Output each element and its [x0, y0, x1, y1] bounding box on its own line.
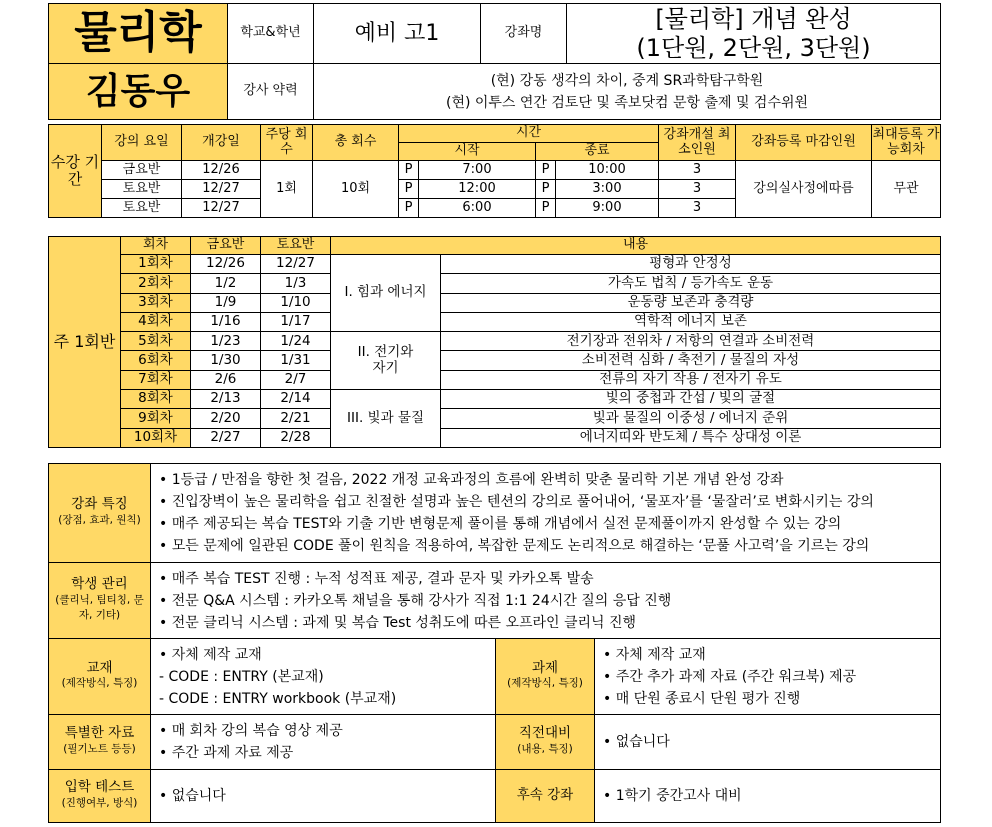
school-grade-value: 예비 고1	[314, 4, 481, 64]
col-min: 강좌개설 최소인원	[659, 125, 736, 161]
end-time: 3:00	[556, 180, 659, 199]
fri-date: 1/23	[191, 332, 261, 351]
start-ampm: P	[399, 161, 419, 180]
textbook-content	[151, 639, 496, 715]
session-number: 6회차	[121, 351, 191, 370]
session-number: 7회차	[121, 370, 191, 389]
end-ampm: P	[536, 180, 556, 199]
min-value: 3	[659, 199, 736, 218]
unit-1: I. 힘과 에너지	[331, 255, 441, 332]
schedule-row	[49, 274, 941, 293]
course-name-line1: [물리학] 개념 완성	[655, 4, 852, 33]
career-line1: (현) 강동 생각의 차이, 중계 SR과학탐구학원	[490, 72, 764, 89]
course-header-table	[48, 3, 941, 120]
max-value: 무관	[872, 161, 941, 218]
features-label-cell	[49, 464, 151, 563]
textbook-item: - CODE : ENTRY workbook (부교재)	[159, 690, 397, 707]
special-content	[151, 715, 496, 770]
entrance-label: 입학 테스트	[64, 779, 135, 796]
col-weekly: 주당 회수	[261, 125, 313, 161]
topic: 평형과 안정성	[441, 255, 941, 274]
follow-up-label-cell	[496, 770, 595, 823]
management-item: • 매주 복습 TEST 진행 : 누적 성적표 제공, 결과 문자 및 카카오톡 발송	[159, 570, 594, 587]
exam-prep-label: 직전대비	[518, 725, 572, 742]
course-name-line2: (1단원, 2단원, 3단원)	[636, 33, 871, 62]
management-label: 학생 관리	[71, 575, 128, 592]
fri-date: 1/9	[191, 293, 261, 312]
career-value	[314, 64, 941, 120]
session-number: 3회차	[121, 293, 191, 312]
homework-item: • 매 단원 종료시 단원 평가 진행	[603, 690, 801, 707]
career-label: 강사 약력	[228, 64, 314, 120]
col-max: 최대등록 가능회차	[872, 125, 941, 161]
period-date: 12/26	[182, 161, 261, 180]
features-item: • 매주 제공되는 복습 TEST와 기출 기반 변형문제 풀이를 통해 개념에서 실전 문제풀이까지 완성할 수 있는 강의	[159, 516, 842, 532]
entrance-sublabel: (진행여부, 방식)	[61, 796, 138, 809]
session-number: 1회차	[121, 255, 191, 274]
start-ampm: P	[399, 199, 419, 218]
sat-date: 2/7	[261, 370, 331, 389]
end-ampm: P	[536, 199, 556, 218]
sat-date: 2/21	[261, 409, 331, 428]
textbook-item: - CODE : ENTRY (본교재)	[159, 668, 324, 685]
col-session: 회차	[121, 237, 191, 255]
schedule-row	[49, 312, 941, 331]
topic: 운동량 보존과 충격량	[441, 293, 941, 312]
end-time: 9:00	[556, 199, 659, 218]
sat-date: 1/31	[261, 351, 331, 370]
col-sat: 토요반	[261, 237, 331, 255]
textbook-sublabel: (제작방식, 특징)	[61, 677, 138, 690]
fri-date: 2/20	[191, 409, 261, 428]
subject-title: 물리학	[49, 4, 228, 64]
schedule-row	[49, 351, 941, 370]
fri-date: 1/2	[191, 274, 261, 293]
homework-sublabel: (제작방식, 특징)	[507, 677, 583, 690]
topic: 빛의 중첩과 간섭 / 빛의 굴절	[441, 390, 941, 409]
textbook-label: 교재	[86, 659, 113, 676]
course-name-label: 강좌명	[481, 4, 567, 64]
teacher-name: 김동우	[49, 64, 228, 120]
management-content	[151, 563, 941, 639]
schedule-row	[49, 332, 941, 351]
sat-date: 12/27	[261, 255, 331, 274]
features-label: 강좌 특징	[71, 496, 128, 513]
special-label: 특별한 자료	[64, 725, 135, 742]
fri-date: 2/27	[191, 428, 261, 447]
period-day: 토요반	[102, 180, 182, 199]
deadline-value: 강의실사정에따름	[736, 161, 872, 218]
col-day: 강의 요일	[102, 125, 182, 161]
period-date: 12/27	[182, 180, 261, 199]
topic: 가속도 법칙 / 등가속도 운동	[441, 274, 941, 293]
start-time: 7:00	[419, 161, 536, 180]
follow-up-item: • 1학기 중간고사 대비	[603, 788, 742, 804]
fri-date: 2/6	[191, 370, 261, 389]
session-number: 10회차	[121, 428, 191, 447]
special-item: • 주간 과제 자료 제공	[159, 745, 294, 761]
features-content	[151, 464, 941, 563]
period-section-label: 수강 기간	[49, 125, 102, 218]
management-item: • 전문 Q&A 시스템 : 카카오톡 채널을 통해 강사가 직접 1:1 24시간 질의 응답 진행	[159, 592, 672, 609]
unit-2: II. 전기와 자기	[331, 332, 441, 390]
fri-date: 1/30	[191, 351, 261, 370]
col-time: 시간	[399, 125, 659, 143]
col-content: 내용	[331, 237, 941, 255]
start-time: 12:00	[419, 180, 536, 199]
period-date: 12/27	[182, 199, 261, 218]
topic: 에너지띠와 반도체 / 특수 상대성 이론	[441, 428, 941, 447]
start-ampm: P	[399, 180, 419, 199]
sat-date: 1/24	[261, 332, 331, 351]
sat-date: 1/17	[261, 312, 331, 331]
fri-date: 1/16	[191, 312, 261, 331]
session-number: 9회차	[121, 409, 191, 428]
management-label-cell	[49, 563, 151, 639]
course-name-value	[567, 4, 941, 64]
management-item: • 전문 클리닉 시스템 : 과제 및 복습 Test 성취도에 따른 오프라인 클리닉 진행	[159, 614, 637, 631]
session-number: 5회차	[121, 332, 191, 351]
schedule-row	[49, 293, 941, 312]
fri-date: 12/26	[191, 255, 261, 274]
management-sublabel: (클리닉, 팀티칭, 문자, 기타)	[55, 593, 144, 622]
homework-label-cell	[496, 639, 595, 715]
unit-3: III. 빛과 물질	[331, 390, 441, 448]
col-start-date: 개강일	[182, 125, 261, 161]
features-item: • 진입장벽이 높은 물리학을 쉽고 친절한 설명과 높은 텐션의 강의로 풀어내어, ‘물포자’를 ‘물잘러’로 변화시키는 강의	[159, 494, 874, 510]
entrance-item: • 없습니다	[159, 788, 226, 804]
sat-date: 1/3	[261, 274, 331, 293]
schedule-table	[48, 236, 941, 448]
weekly-value: 1회	[261, 161, 313, 218]
exam-prep-item: • 없습니다	[603, 734, 670, 750]
end-ampm: P	[536, 161, 556, 180]
col-fri: 금요반	[191, 237, 261, 255]
schedule-row	[49, 428, 941, 447]
entrance-label-cell	[49, 770, 151, 823]
topic: 역학적 에너지 보존	[441, 312, 941, 331]
col-deadline: 강좌등록 마감인원	[736, 125, 872, 161]
topic: 전기장과 전위차 / 저항의 연결과 소비전력	[441, 332, 941, 351]
homework-item: • 자체 제작 교재	[603, 646, 706, 663]
textbook-item: • 자체 제작 교재	[159, 646, 262, 663]
follow-up-label: 후속 강좌	[516, 787, 574, 804]
features-sublabel: (장점, 효과, 원칙)	[58, 513, 141, 526]
fri-date: 2/13	[191, 390, 261, 409]
topic: 빛과 물질의 이중성 / 에너지 준위	[441, 409, 941, 428]
col-time-end: 종료	[536, 143, 659, 161]
homework-label: 과제	[531, 659, 559, 676]
exam-prep-content	[595, 715, 941, 770]
col-time-start: 시작	[399, 143, 536, 161]
period-day: 토요반	[102, 199, 182, 218]
topic: 소비전력 심화 / 축전기 / 물질의 자성	[441, 351, 941, 370]
schedule-row	[49, 255, 941, 274]
schedule-row	[49, 370, 941, 389]
sat-date: 1/10	[261, 293, 331, 312]
school-grade-label: 학교&학년	[228, 4, 314, 64]
career-line2: (현) 이투스 연간 검토단 및 족보닷컴 문항 출제 및 검수위원	[445, 94, 809, 111]
session-number: 4회차	[121, 312, 191, 331]
min-value: 3	[659, 161, 736, 180]
col-total: 총 회수	[313, 125, 399, 161]
sat-date: 2/28	[261, 428, 331, 447]
special-label-cell	[49, 715, 151, 770]
schedule-row	[49, 409, 941, 428]
topic: 전류의 자기 작용 / 전자기 유도	[441, 370, 941, 389]
textbook-label-cell	[49, 639, 151, 715]
features-item: • 1등급 / 만점을 향한 첫 걸음, 2022 개정 교육과정의 흐름에 완벽히 맞춘 물리학 기본 개념 완성 강좌	[159, 472, 784, 488]
exam-prep-sublabel: (내용, 특징)	[517, 742, 573, 755]
period-row	[49, 161, 941, 180]
end-time: 10:00	[556, 161, 659, 180]
period-table	[48, 124, 941, 218]
features-item: • 모든 문제에 일관된 CODE 풀이 원칙을 적용하여, 복잡한 문제도 논리적으로 해결하는 ‘문풀 사고력’을 기르는 강의	[159, 538, 870, 554]
exam-prep-label-cell	[496, 715, 595, 770]
session-number: 2회차	[121, 274, 191, 293]
homework-item: • 주간 추가 과제 자료 (주간 워크북) 제공	[603, 668, 857, 685]
schedule-row	[49, 390, 941, 409]
schedule-section-label: 주 1회반	[49, 237, 121, 448]
special-sublabel: (필기노트 등등)	[63, 742, 136, 755]
details-table	[48, 463, 941, 823]
homework-content	[595, 639, 941, 715]
period-day: 금요반	[102, 161, 182, 180]
special-item: • 매 회차 강의 복습 영상 제공	[159, 723, 343, 739]
start-time: 6:00	[419, 199, 536, 218]
sat-date: 2/14	[261, 390, 331, 409]
total-value: 10회	[313, 161, 399, 218]
entrance-content	[151, 770, 496, 823]
follow-up-content	[595, 770, 941, 823]
min-value: 3	[659, 180, 736, 199]
session-number: 8회차	[121, 390, 191, 409]
